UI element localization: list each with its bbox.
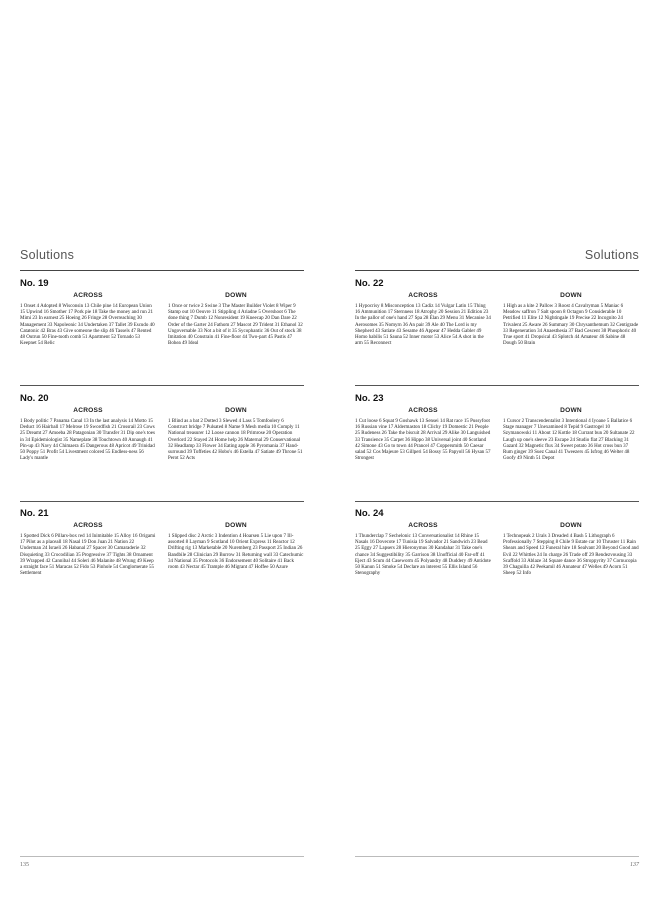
down-column (168, 292, 304, 347)
across-column (355, 292, 491, 347)
puzzle-number: No. 22 (355, 278, 384, 289)
puzzle-solution-24 (355, 508, 639, 577)
across-answers: 1 Body politic 7 Panama Canal 13 In the last analysis 14 Motto 15 Deduct 16 Hairball 17 Melrose 19 Swordfish 21 Crossrail 23 Cows 25 Dreamt 27 Amoeba 28 Patagonian 30 Transfer 31 Dip one's toes in 34 Epidemiologist 35 Nameplate 38 Touchtown 40 Annaugh 41 Pin-up 43 Navy 44 Chimaera 45 Dangerous 48 Apricot 49 Trinidad 50 Poppy 51 Profit 54 Livestment colored 55 Endless-ness 56 Lady's mantle (20, 419, 155, 462)
right-page (355, 248, 639, 868)
puzzle-divider (355, 501, 639, 502)
across-answers: 1 Spotted Dick 6 Pillars-box red 14 Inimitable 15 Alloy 16 Origami 17 Pilot as a placeall 18 Nasal 19 Don Juan 21 Nation 22 Underman 24 Israeli 26 Habanal 27 Spacer 30 Camaraderie 32 Disquieting 33 Crocodilian 35 Progressive 37 Tights 38 Ornament 39 Wrapped 42 Cannibal 44 Soleri 46 Malanite 48 Wrung 49 Keep a straight face 51 Maracas 52 Fido 53 Pinhole 54 Conglomerate 55 Settlement (20, 534, 156, 577)
down-column (503, 292, 639, 347)
across-heading: ACROSS (73, 407, 103, 414)
down-heading: DOWN (225, 292, 247, 299)
down-answers: 1 Slipped disc 2 Arctic 3 Indention 4 Hoarsen 5 Lie upon 7 Ill-assorted 8 Layman 9 Scotland 10 Orient Express 11 Reactor 12 Drifting rig 13 Marketable 20 Nuremberg 23 Passport 25 Indian 26 Bandbile 28 Clinician 29 Burrow 31 Returning wall 33 Catechumic 34 National 35 Protocols 36 Endorsement 40 Solitaire 41 Back room 43 Nectar 45 Trample 46 Migrant 47 Hoffee 50 Azure (168, 534, 304, 571)
puzzle-number: No. 21 (20, 508, 49, 519)
across-heading: ACROSS (73, 522, 103, 529)
down-answers: 1 Cursor 2 Transcendentalist 3 Intentional 4 Iyoane 5 Ballatice 6 Stage manager 7 Unexamined 8 Tepid 9 Gastrogel 10 Szymanowski 11 About 12 Kottle 18 Currant bun 20 Sultanate 22 Laugh up one's sleeve 23 Escape 24 Studio flat 27 Blacking 31 Gazard 32 Magnetic flux 34 Sweet potato 36 Hot cross bun 37 Rum ginger 39 Suez Canal 41 Tweezers 45 Isfrog 46 Welter 48 Goofy 49 Ninth 51 Depot (503, 419, 635, 462)
page-number: 137 (630, 862, 639, 868)
down-heading: DOWN (225, 522, 247, 529)
puzzle-number: No. 19 (20, 278, 49, 289)
across-answers: 1 Hypocrisy 8 Misconception 13 Cadiz 14 Vulgar Latin 15 Thing 16 Ammunition 17 Sternness 18 Atrophy 20 Session 21 Edition 23 In the pallor of one's hand 27 Spa 28 Élan 29 Menu 31 Mecanise 34 Aerosomes 35 Nomyrn 36 An pair 39 Ale 40 The Lord is my Shepherd 43 Satiate 43 Sesame 46 Appear 47 Hedda Gabler 49 Homo habilis 51 Sauna 52 Inner motor 53 Alice 54 A shot in the arm 55 Reconnect (355, 304, 491, 347)
down-answers: 1 High as a kite 2 Pallow 3 Roost 4 Cavalryman 5 Maniac 6 Meadow saffron 7 Salt spoon 8 Octagon 9 Considerable 10 Petrified 11 Elite 12 Nightingale 19 Precise 22 Incognito 24 Trivalent 25 Aware 26 Summary 30 Chrysanthemum 32 Centigrade 33 Regeneration 34 Anaesthesia 37 Bad Cescent 38 Phosphoric 40 True sport 41 Dropsical 43 Splotch 44 Amateur 46 Sabine 48 Dough 50 Brain (503, 304, 639, 347)
down-column (503, 407, 639, 462)
across-column (20, 522, 156, 577)
puzzle-solution-19 (20, 278, 304, 347)
down-column (168, 522, 304, 571)
down-heading: DOWN (560, 522, 582, 529)
footer-rule (355, 856, 639, 857)
down-heading: DOWN (560, 407, 582, 414)
across-column (355, 407, 491, 462)
puzzle-divider (20, 501, 304, 502)
down-answers: 1 Technopeak 2 Urals 3 Dreaded 4 Bash 5 Lithograph 6 Professionally 7 Stepping 8 Chile 9 Estate car 10 Thruster 11 Rain Shears and Speed 12 Funeral hire 18 Sealvant 20 Beyond Good and Evil 22 Whittles 24 In charge 26 Trade off 29 Rendezvousing 33 Scaffold 33 Ablaze 34 Square dance 36 Stroppyrity 37 Cornucopia 39 Chaguilla 42 Peekamil 46 Annateur 47 Welles 49 Acorn 51 Sheep 52 Info (503, 534, 639, 577)
footer-rule (20, 856, 304, 857)
puzzle-number: No. 24 (355, 508, 384, 519)
right-page-header (355, 248, 639, 271)
down-answers: 1 Blind as a bat 2 Dotted 3 Slewed 4 Lass 5 Tomfoolery 6 Construct bridge 7 Pulsated 8 Name 9 Mesh media 10 Comply 11 National treasurer 12 Loose cannon 18 Primrose 20 Operation Overlord 22 Stayed 24 Home help 26 Maternal 29 Conservational 32 Headlamp 33 Flower 34 Eating apple 36 Pyromania 37 Hand-surround 39 Toffeties 42 Hobo's 46 Estella 47 Satiate 49 Throne 51 Perot 52 Acts (168, 419, 303, 462)
across-heading: ACROSS (408, 292, 438, 299)
across-column (355, 522, 491, 577)
down-answers: 1 Once or twice 2 Swine 3 The Master Builder Violet 8 Wiper 9 Stamp out 10 Oeuvre 11 Stippling 4 Ariadne 5 Overshoot 6 The done thing 7 Dumb 12 Nonresident 19 Kneecap 20 Dan Dare 22 Order of the Garter 24 Fathom 27 Mascot 29 Trident 31 Ethanol 32 Ungovernable 33 Not a bit of it 35 Sycophantic 36 Out of stock 38 Imitation 40 Constrain 41 Fine-floor 44 Two-part 45 Pastis 47 Bohea 49 Ideal (168, 304, 303, 347)
puzzle-number: No. 20 (20, 393, 49, 404)
across-heading: ACROSS (408, 407, 438, 414)
across-heading: ACROSS (408, 522, 438, 529)
down-column (168, 407, 304, 462)
puzzle-solution-20 (20, 393, 304, 462)
page-number: 135 (20, 862, 29, 868)
down-column (503, 522, 639, 577)
across-column (20, 407, 156, 462)
section-title: Solutions (20, 248, 75, 262)
across-answers: 1 Onset 4 Adopted 8 Wisconsin 13 Chile pine 14 European Union 15 Upwind 16 Smother 17 Pork pie 18 Take the money and run 21 Mimi 23 In earnest 25 Hoeing 26 Fringe 28 Overreaching 30 Management 33 Napoleonic 34 Undertaken 37 Tallet 39 Escudo 40 Catatonic 42 Bras 43 Give someone the slip 46 Tassels 47 Rented 48 Outrun 50 Fine-tooth comb 51 Apartment 52 Tornado 53 Keepnet 54 Relic (20, 304, 155, 347)
puzzle-solution-23 (355, 393, 639, 462)
puzzle-divider (355, 385, 639, 386)
across-heading: ACROSS (73, 292, 103, 299)
left-page-header (20, 248, 304, 271)
across-answers: 1 Cut loose 6 Squat 9 Goshawk 13 Sensei 14 Rat race 15 Pussyfoot 16 Russian vine 17 Aldermaston 18 Clichy 19 Domestic 21 People 25 Rudeness 26 Take the biscuit 28 Arrival 29 Alike 30 Languished 33 Transience 35 Carpet 36 Hippo 38 Universal joint 40 Scotland 42 Simone 43 Go to town 44 Prancel 47 Coppersmith 50 Caesar salad 52 Cos Majeure 53 Gillperi 54 Bossy 55 Papyoll 56 Hysan 57 Strongest (355, 419, 491, 462)
puzzle-solution-21 (20, 508, 304, 577)
puzzle-solution-22 (355, 278, 639, 347)
down-heading: DOWN (225, 407, 247, 414)
puzzle-divider (20, 385, 304, 386)
across-column (20, 292, 156, 347)
puzzle-number: No. 23 (355, 393, 384, 404)
section-title: Solutions (584, 248, 639, 262)
down-heading: DOWN (560, 292, 582, 299)
across-answers: 1 Thunderclap 7 Sechelonic 13 Conversationalist 14 Rhine 15 Nasals 16 Dovecote 17 Tunisia 19 Salvador 21 Sandwich 23 Bead 25 Eggy 27 Lapsers 28 Hieronymus 30 Kandahar 31 Take one's chance 34 Suggestibility 35 Garrison 38 Unofficial 40 Far-off 41 Eject 43 Scum 44 Caseworm 45 Polyandry 48 Duddery 49 Antidote 50 Kanun 51 Smoke 54 Declare an interest 55 Ellis Island 56 Stenography (355, 534, 491, 577)
left-page (20, 248, 304, 868)
